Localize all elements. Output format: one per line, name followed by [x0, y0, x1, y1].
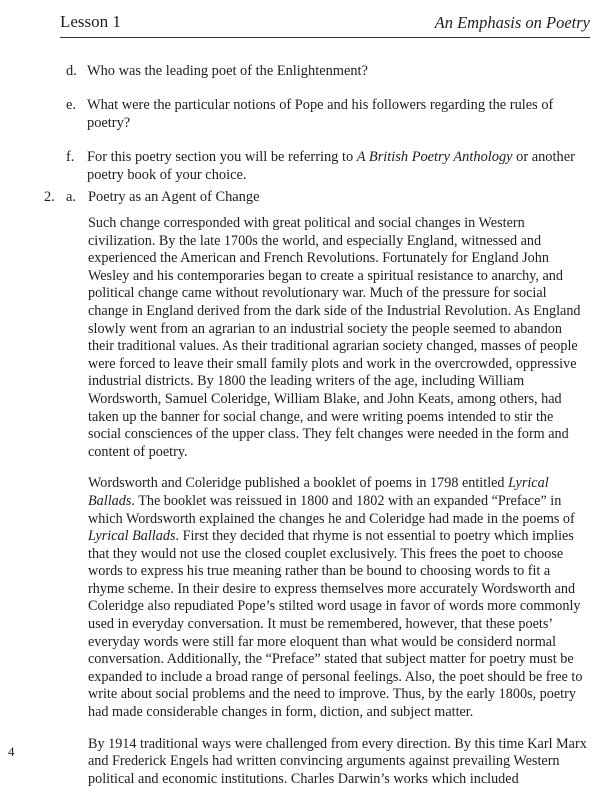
question-text [87, 149, 575, 183]
lesson-label: Lesson 1 [60, 12, 121, 31]
question-text: What were the particular notions of Pope and his followers regarding the rules of poetry? [87, 97, 554, 131]
question-text-part: For this poetry section you will be referring to [87, 149, 357, 165]
paragraph [88, 475, 588, 721]
question-list [66, 62, 576, 200]
header-rule [60, 37, 590, 38]
question-label: e. [66, 97, 76, 113]
question-label: d. [66, 63, 77, 79]
paragraph: Such change corresponded with great political and social changes in Western civilization. By the late 1700s the world, and especially England, witnessed and experienced the American and French Revolutions. Fortunately for England John Wesley and his contemporaries began to create a spiritual resistance to anarchy, and political change came without revolutionary war. Much of the pressure for social change in England derived from the dark side of the Industrial Revolution. As England slowly went from an agrarian to an industrial society the people seemed to abandon their traditional values. As their traditional agrarian society changed, masses of people were forced to leave their small family plots and work in the overcrowded, oppressive industrial districts. By 1800 the leading writers of the age, including William Wordsworth, Samuel Coleridge, William Blake, and John Keats, among others, had taken up the banner for social change, and were writing poems intended to stir the social consciences of the upper class. They felt changes were needed in the form and content of poetry. [88, 215, 581, 460]
paragraph: By 1914 traditional ways were challenged from every direction. By this time Karl Marx and Frederick Engels had written convincing arguments against prevailing Western political and economic institutions. Charles Darwin’s works which included [88, 735, 587, 787]
question-item [66, 96, 576, 132]
section-heading [44, 188, 259, 206]
paragraph-part: . First they decided that rhyme is not essential to poetry which implies that they would not use the closed couplet exclusively. This frees the poet to choose words to express his true meaning rather than be bound to choosing words to fit a rhyme scheme. In their desire to express themselves more accurately Wordsworth and Coleridge also repudiated Pope’s stilted word usage in favor of words more commonly used in everyday conversation. It must be remembered, however, that these poets’ everyday words were still far more eloquent than what would be considerd normal conversation. Additionally, the “Preface” stated that subject matter for poetry must be expanded to include a broad range of personal feelings. Also, the poet should be free to write about social problems and the need to improve. Thus, by the early 1800s, poetry had made considerable changes in form, diction, and subject matter. [88, 528, 583, 721]
question-item [66, 148, 576, 184]
section-title: Poetry as an Agent of Change [88, 189, 260, 205]
question-text-part: or another poetry book of your choice. [87, 149, 575, 183]
page-number: 4 [8, 744, 15, 759]
book-title: A British Poetry Anthology [356, 149, 513, 165]
section-number: 2. [44, 189, 55, 205]
paragraph-part: . The booklet was reissued in 1800 and 1802 with an expanded “Preface” in which Wordsworth explained the changes he and Coleridge had made in the poems of [88, 492, 575, 527]
question-item [66, 62, 576, 80]
body-text [88, 215, 588, 802]
work-title: Lyrical Ballads [88, 475, 549, 509]
work-title: Lyrical Ballads [88, 528, 176, 545]
subsection-letter: a. [66, 189, 76, 205]
paragraph-part: Wordsworth and Coleridge published a booklet of poems in 1798 entitled [88, 475, 509, 492]
page-header [60, 10, 590, 40]
question-text: Who was the leading poet of the Enlightenment? [87, 63, 368, 79]
running-title: An Emphasis on Poetry [434, 13, 590, 32]
question-label: f. [66, 149, 75, 165]
